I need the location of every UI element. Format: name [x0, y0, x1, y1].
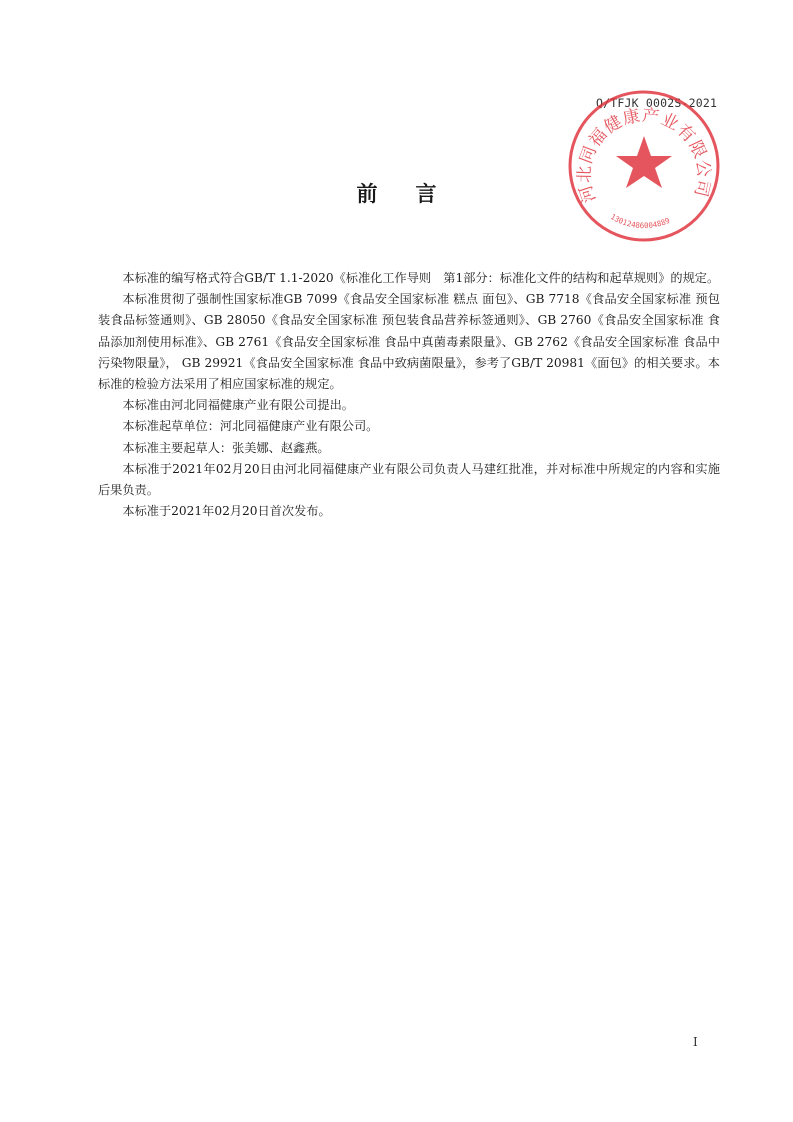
paragraph-drafting-unit: 本标准起草单位：河北同福健康产业有限公司。	[122, 419, 379, 434]
paragraph-proposer: 本标准由河北同福健康产业有限公司提出。	[122, 398, 354, 413]
seal-number-text: 13012486004889	[608, 212, 672, 231]
paragraph-drafters: 本标准主要起草人：张美娜、赵鑫燕。	[122, 440, 330, 455]
document-code: Q/TFJK 0002S-2021	[596, 96, 718, 110]
foreword-body	[98, 268, 720, 522]
page-number: I	[693, 1035, 698, 1049]
paragraph-approval: 本标准于2021年02月20日由河北同福健康产业有限公司负责人马建红批准，并对标准中所规定的内容和实施后果负责。	[98, 461, 720, 498]
page-title: 前言	[356, 182, 475, 206]
paragraph-referenced-standards: 本标准贯彻了强制性国家标准GB 7099《食品安全国家标准 糕点 面包》、GB 7718《食品安全国家标准 预包装食品标签通则》、GB 28050《食品安全国家标准 预包装食品营养标签通则》、GB 2760《食品安全国家标准 食品添加剂使用标准》、GB 2761《食品安全国家标准 食品中真菌毒素限量》、GB 2762《食品安全国家标准 食品中污染物限量》， GB 29921《食品安全国家标准 食品中致病菌限量》，参考了GB/T 20981《面包》的相关要求。本标准的检验方法采用了相应国家标准的规定。	[98, 292, 720, 392]
company-seal-stamp	[566, 88, 722, 244]
paragraph-format: 本标准的编写格式符合GB/T 1.1-2020《标准化工作导则 第1部分：标准化文件的结构和起草规则》的规定。	[122, 271, 720, 285]
seal-company-text: 河北同福健康产业有限公司	[574, 105, 714, 205]
paragraph-release: 本标准于2021年02月20日首次发布。	[122, 504, 331, 519]
